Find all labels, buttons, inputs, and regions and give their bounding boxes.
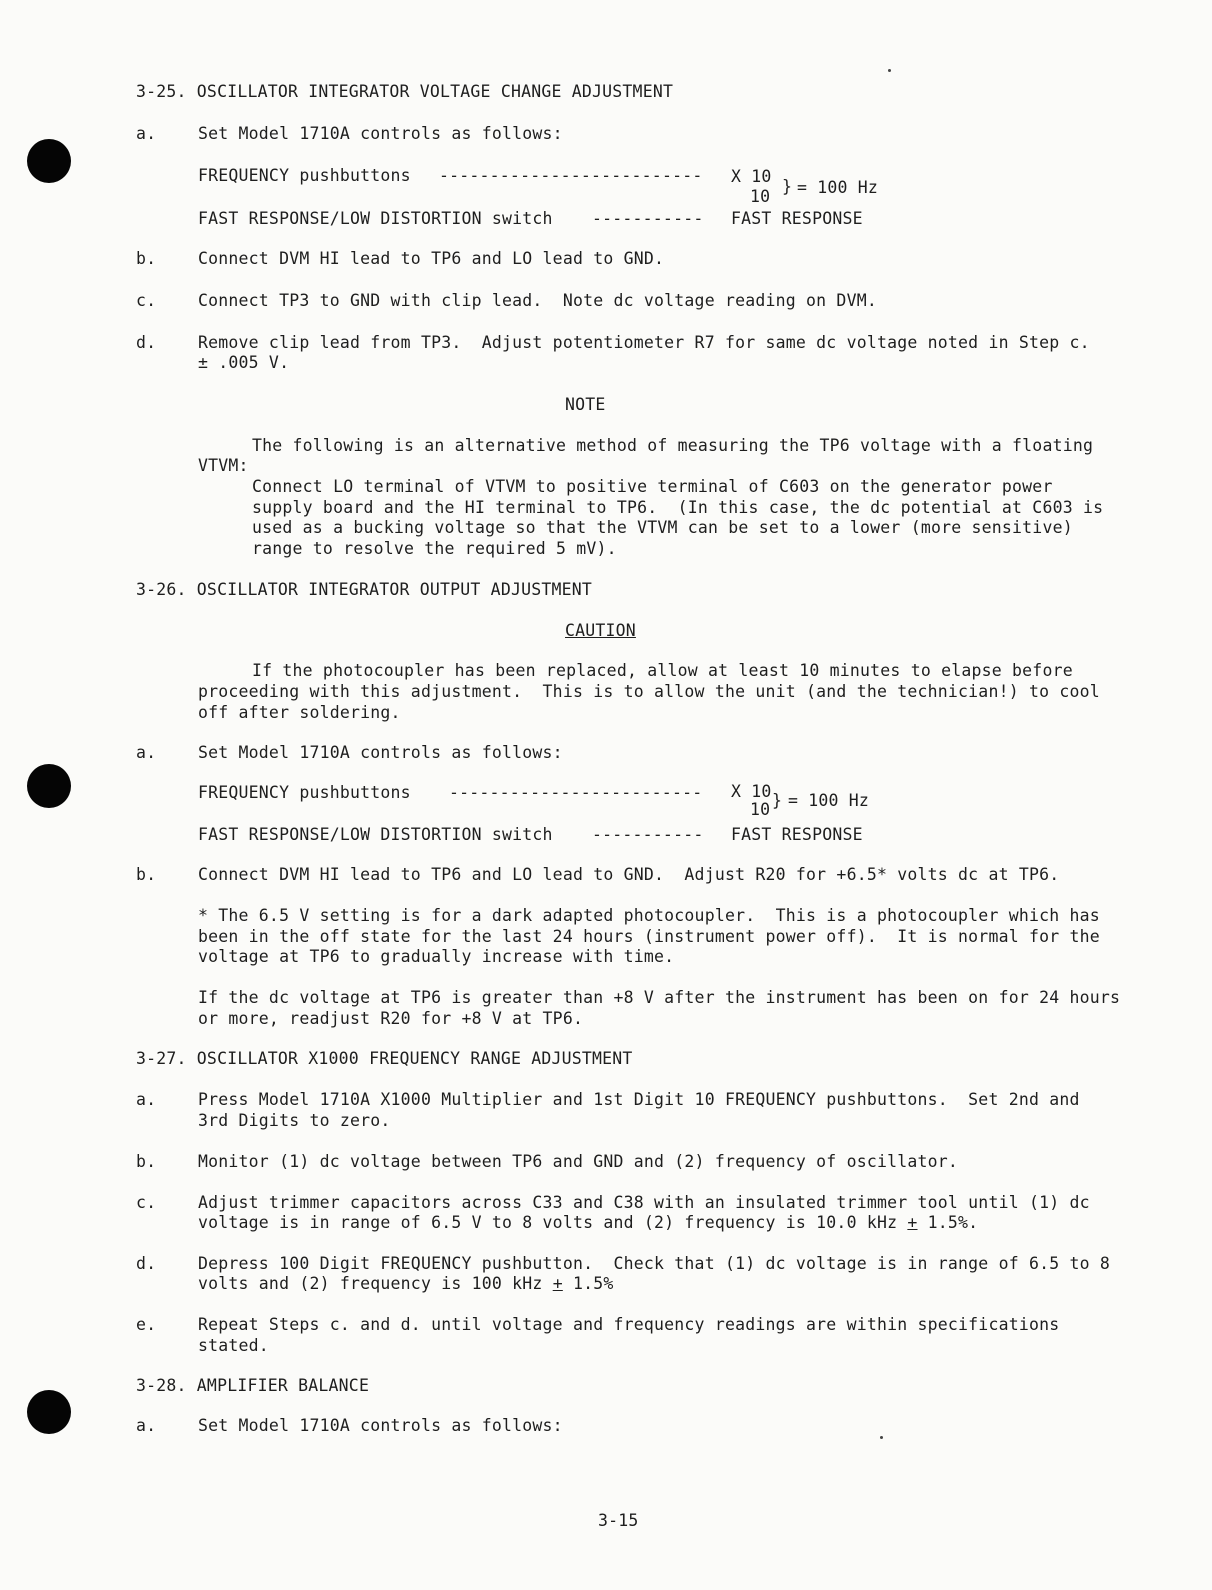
note-text: range to resolve the required 5 mV). — [252, 539, 617, 558]
section-heading-3-25: 3-25. OSCILLATOR INTEGRATOR VOLTAGE CHANGE ADJUSTMENT — [136, 82, 674, 101]
step-text: ± .005 V. — [198, 353, 290, 372]
step-text: Set Model 1710A controls as follows: — [198, 743, 563, 762]
speck — [888, 69, 891, 72]
speck — [880, 1436, 883, 1439]
step-text: Depress 100 Digit FREQUENCY pushbutton. Check that (1) dc voltage is in range of 6.5 to 8 — [198, 1254, 1111, 1273]
note-text: Connect LO terminal of VTVM to positive terminal of C603 on the generator power — [252, 477, 1053, 496]
brace-symbol: } — [772, 791, 783, 810]
step-text: Press Model 1710A X1000 Multiplier and 1st Digit 10 FREQUENCY pushbuttons. Set 2nd and — [198, 1090, 1080, 1109]
note-text: used as a bucking voltage so that the VTVM can be set to a lower (more sensitive) — [252, 518, 1073, 537]
step-label: e. — [136, 1315, 157, 1334]
step-text: Remove clip lead from TP3. Adjust potentiometer R7 for same dc voltage noted in Step c. — [198, 333, 1090, 352]
brace-symbol: } — [782, 177, 793, 196]
step-text: Connect DVM HI lead to TP6 and LO lead to GND. — [198, 249, 665, 268]
control-result: = 100 Hz — [788, 791, 870, 810]
control-name: FAST RESPONSE/LOW DISTORTION switch — [198, 825, 553, 844]
step-text: Set Model 1710A controls as follows: — [198, 1416, 563, 1435]
note-text: The following is an alternative method of measuring the TP6 voltage with a floating — [252, 436, 1094, 455]
control-result: = 100 Hz — [797, 178, 879, 197]
caution-text: proceeding with this adjustment. This is to allow the unit (and the technician!) to cool — [198, 682, 1100, 701]
punch-hole-top — [27, 139, 71, 183]
step-label: c. — [136, 1193, 157, 1212]
note-heading: NOTE — [565, 395, 606, 414]
plus-minus-symbol: + — [552, 1274, 563, 1293]
step-text: Monitor (1) dc voltage between TP6 and GND and (2) frequency of oscillator. — [198, 1152, 959, 1171]
footnote-text: been in the off state for the last 24 hours (instrument power off). It is normal for the — [198, 927, 1100, 946]
note-text: VTVM: — [198, 456, 249, 475]
step-label: d. — [136, 1254, 157, 1273]
control-value: FAST RESPONSE — [731, 209, 863, 228]
step-text-part: 1.5%. — [917, 1213, 979, 1232]
step-label: b. — [136, 865, 157, 884]
section-heading-3-27: 3-27. OSCILLATOR X1000 FREQUENCY RANGE ADJUSTMENT — [136, 1049, 633, 1068]
step-text: 3rd Digits to zero. — [198, 1111, 391, 1130]
leader-dashes: ----------- — [592, 209, 704, 228]
footnote-text: or more, readjust R20 for +8 V at TP6. — [198, 1009, 584, 1028]
control-value-sub: 10 — [750, 800, 771, 819]
step-text: Set Model 1710A controls as follows: — [198, 124, 563, 143]
control-name: FAST RESPONSE/LOW DISTORTION switch — [198, 209, 553, 228]
section-heading-3-26: 3-26. OSCILLATOR INTEGRATOR OUTPUT ADJUSTMENT — [136, 580, 593, 599]
step-label: b. — [136, 249, 157, 268]
step-label: a. — [136, 1416, 157, 1435]
step-label: a. — [136, 1090, 157, 1109]
control-value: X 10 — [731, 782, 772, 801]
footnote-text: If the dc voltage at TP6 is greater than +8 V after the instrument has been on for 24 hours — [198, 988, 1121, 1007]
step-text-part: 1.5% — [562, 1274, 614, 1293]
step-text: Connect TP3 to GND with clip lead. Note dc voltage reading on DVM. — [198, 291, 877, 310]
plus-minus-symbol: + — [907, 1213, 918, 1232]
leader-dashes: ------------------------- — [449, 783, 703, 802]
step-text: stated. — [198, 1336, 269, 1355]
leader-dashes: ----------- — [592, 825, 704, 844]
control-value: FAST RESPONSE — [731, 825, 863, 844]
caution-text: If the photocoupler has been replaced, allow at least 10 minutes to elapse before — [252, 661, 1073, 680]
footnote-text: * The 6.5 V setting is for a dark adapted photocoupler. This is a photocoupler which has — [198, 906, 1100, 925]
step-label: c. — [136, 291, 157, 310]
page-number: 3-15 — [598, 1511, 639, 1530]
step-text — [198, 1274, 614, 1294]
step-label: a. — [136, 743, 157, 762]
step-text: Adjust trimmer capacitors across C33 and C38 with an insulated trimmer tool until (1) dc — [198, 1193, 1090, 1212]
control-name: FREQUENCY pushbuttons — [198, 783, 411, 802]
step-text-part: voltage is in range of 6.5 V to 8 volts and (2) frequency is 10.0 kHz — [198, 1213, 908, 1232]
footnote-text: voltage at TP6 to gradually increase with time. — [198, 947, 675, 966]
step-label: b. — [136, 1152, 157, 1171]
caution-text: off after soldering. — [198, 703, 401, 722]
step-text-part: volts and (2) frequency is 100 kHz — [198, 1274, 553, 1293]
note-text: supply board and the HI terminal to TP6. (In this case, the dc potential at C603 is — [252, 498, 1104, 517]
control-name: FREQUENCY pushbuttons — [198, 166, 411, 185]
section-heading-3-28: 3-28. AMPLIFIER BALANCE — [136, 1376, 370, 1395]
control-value: X 10 — [731, 167, 772, 186]
control-value-sub: 10 — [750, 187, 771, 206]
punch-hole-middle — [27, 764, 71, 808]
step-label: d. — [136, 333, 157, 352]
step-text: Connect DVM HI lead to TP6 and LO lead to GND. Adjust R20 for +6.5* volts dc at TP6. — [198, 865, 1060, 884]
caution-heading: CAUTION — [565, 621, 636, 640]
punch-hole-bottom — [27, 1390, 71, 1434]
step-text — [198, 1213, 978, 1233]
step-label: a. — [136, 124, 157, 143]
step-text: Repeat Steps c. and d. until voltage and frequency readings are within specifications — [198, 1315, 1060, 1334]
leader-dashes: -------------------------- — [439, 166, 703, 185]
